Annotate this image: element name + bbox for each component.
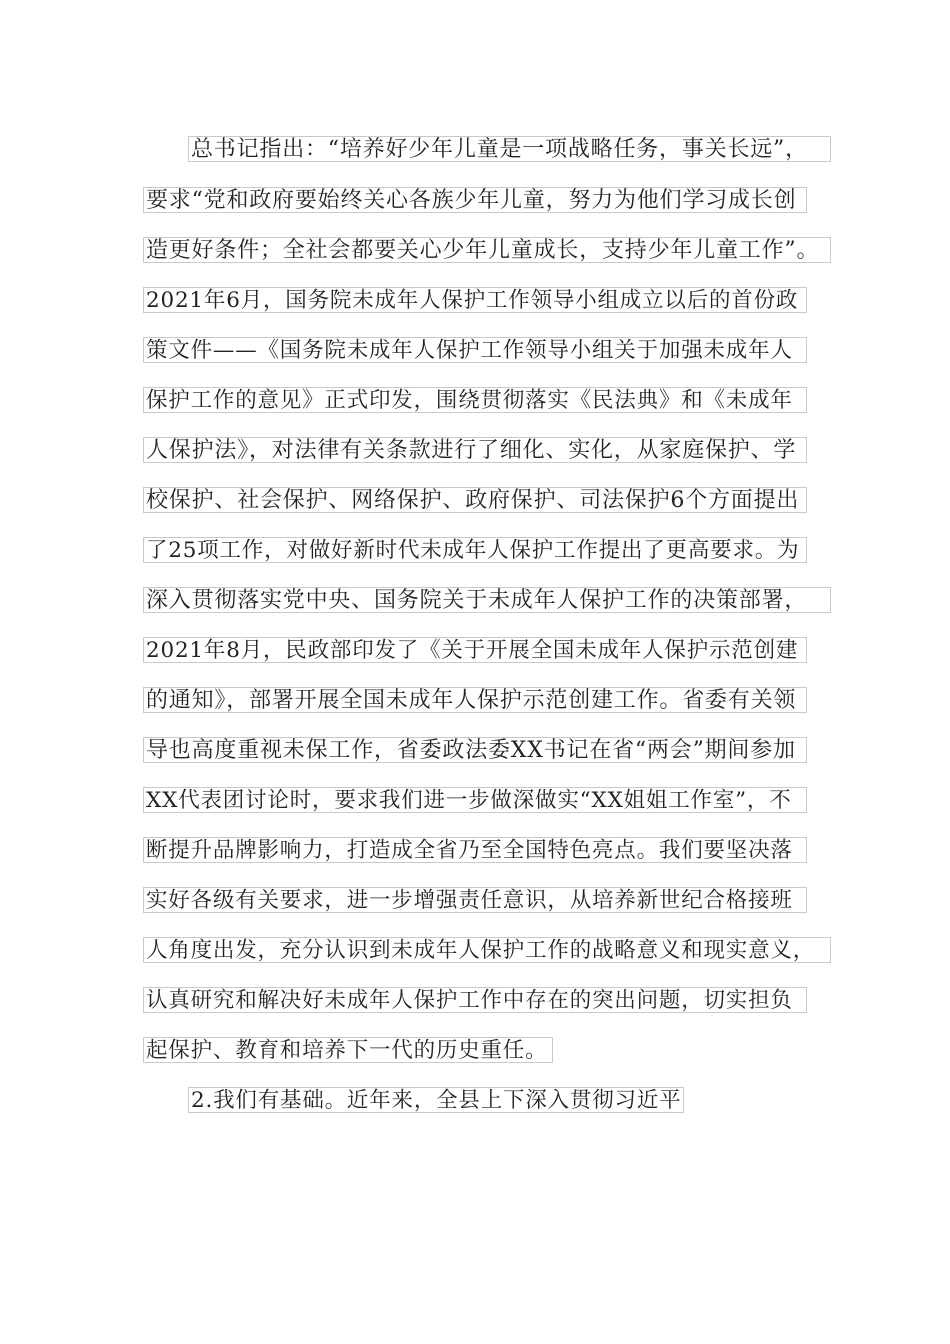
line-text: 2021年6月，国务院未成年人保护工作领导小组成立以后的首份政 [146,288,799,313]
line-text: 2.我们有基础。近年来，全县上下深入贯彻习近平 [191,1088,682,1113]
text-line [143,387,807,413]
line-text: 2021年8月，民政部印发了《关于开展全国未成年人保护示范创建 [146,638,799,663]
text-line [143,837,807,863]
line-text: 断提升品牌影响力，打造成全省乃至全国特色亮点。我们要坚决落 [146,838,793,863]
text-line [143,637,807,663]
line-text: 保护工作的意见》正式印发，围绕贯彻落实《民法典》和《未成年 [146,388,793,413]
line-text: 人保护法》，对法律有关条款进行了细化、实化，从家庭保护、学 [146,438,797,463]
text-line [143,987,807,1013]
text-line [143,1037,553,1063]
text-line [143,487,807,513]
line-text: 人角度出发，充分认识到未成年人保护工作的战略意义和现实意义， [146,938,816,963]
line-text: 导也高度重视未保工作，省委政法委XX书记在省“两会”期间参加 [146,738,796,763]
line-text: 要求“党和政府要始终关心各族少年儿童，努力为他们学习成长创 [146,188,797,213]
line-text: 的通知》，部署开展全国未成年人保护示范创建工作。省委有关领 [146,688,797,713]
line-text: 深入贯彻落实党中央、国务院关于未成年人保护工作的决策部署， [146,588,808,613]
line-text: 起保护、教育和培养下一代的历史重任。 [146,1038,548,1063]
text-line [143,237,831,263]
text-line [143,187,807,213]
text-line [188,1087,684,1113]
text-line [143,737,807,763]
text-line [188,136,831,162]
text-line [143,887,807,913]
line-text: 认真研究和解决好未成年人保护工作中存在的突出问题，切实担负 [146,988,793,1013]
text-line [143,337,807,363]
text-line [143,937,831,963]
line-text: 策文件——《国务院未成年人保护工作领导小组关于加强未成年人 [146,338,793,363]
line-text: 了25项工作，对做好新时代未成年人保护工作提出了更高要求。为 [146,538,800,563]
text-line [143,787,807,813]
line-text: 实好各级有关要求，进一步增强责任意识，从培养新世纪合格接班 [146,888,793,913]
line-text: 总书记指出：“培养好少年儿童是一项战略任务，事关长远”， [191,137,808,162]
text-line [143,687,807,713]
line-text: 造更好条件；全社会都要关心少年儿童成长，支持少年儿童工作”。 [146,238,820,263]
text-line [143,587,831,613]
text-line [143,537,807,563]
line-text: XX代表团讨论时，要求我们进一步做深做实“XX姐姐工作室”，不 [146,788,792,813]
text-line [143,437,807,463]
line-text: 校保护、社会保护、网络保护、政府保护、司法保护6个方面提出 [146,488,800,513]
text-line [143,287,807,313]
